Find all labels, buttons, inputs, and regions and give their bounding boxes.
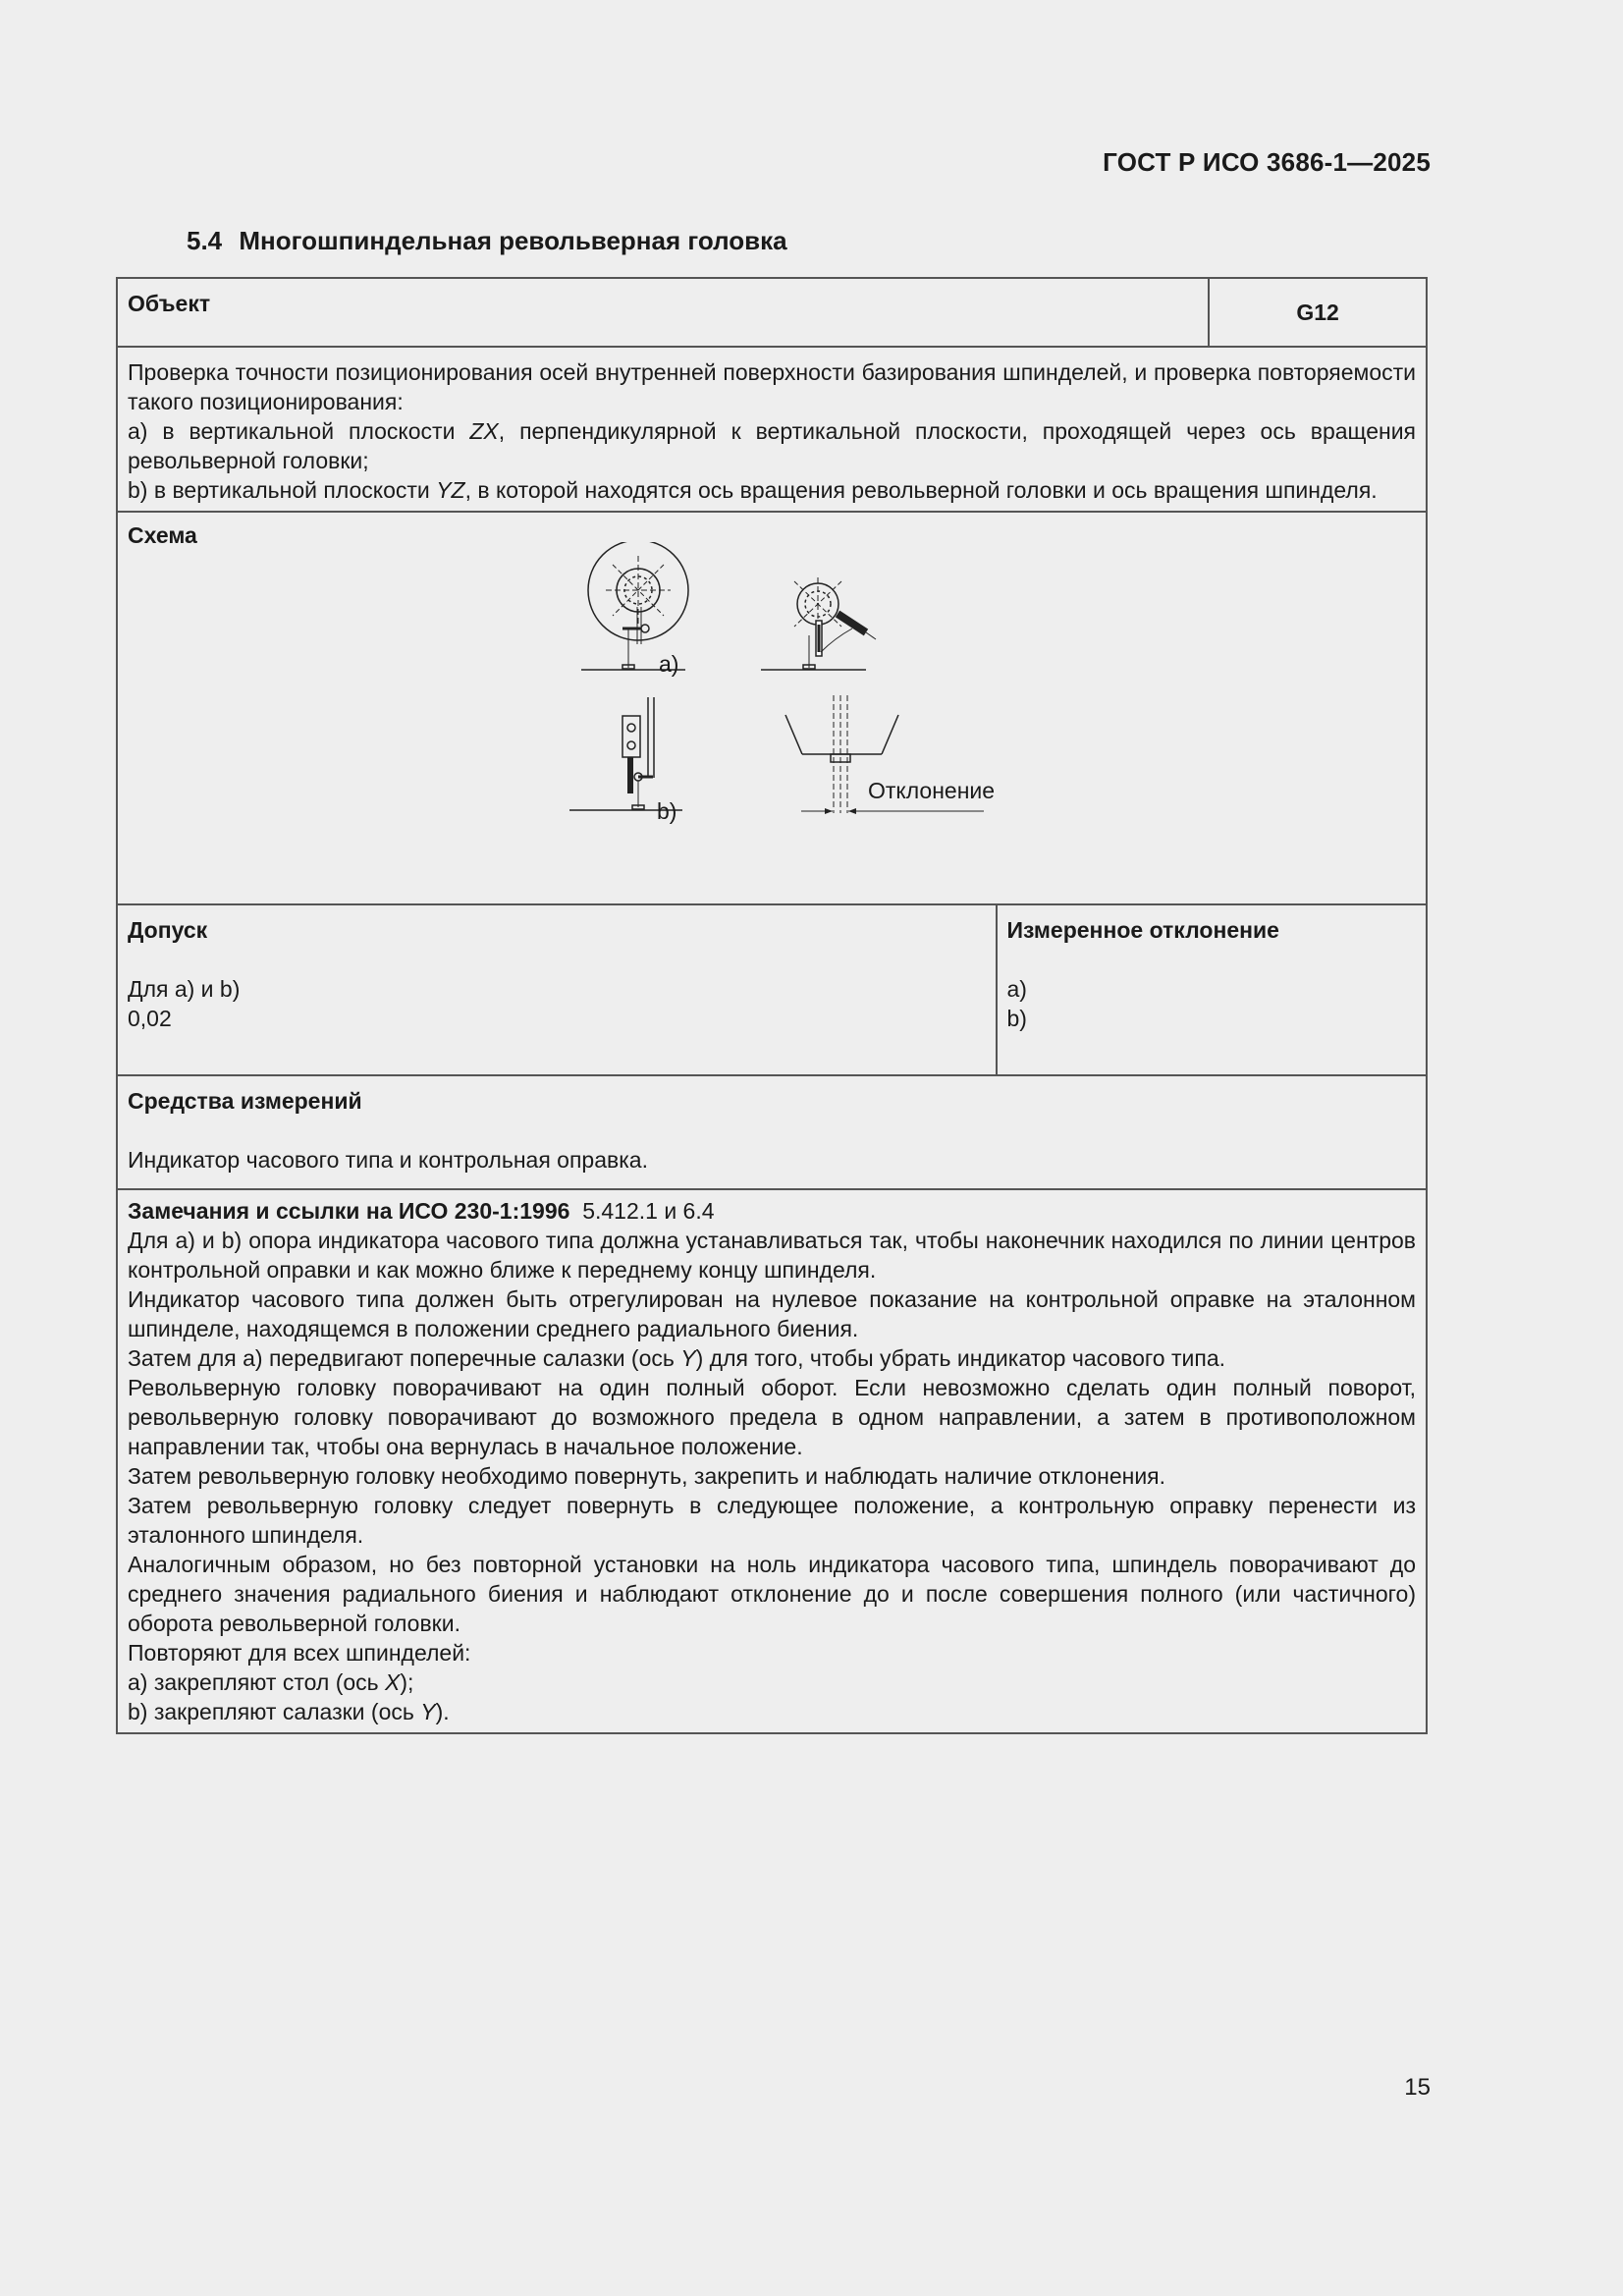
turret-setup-b — [569, 697, 682, 810]
remarks-p5: Затем револьверную головку необходимо повернуть, закрепить и наблюдать наличие отклонения. — [128, 1463, 1166, 1489]
section-number: 5.4 — [187, 226, 223, 255]
measured-deviation-cell — [997, 904, 1427, 1075]
remarks-p1: Для а) и b) опора индикатора часового типа должна устанавливаться так, чтобы наконечник находился по линии центров контрольной оправки и как можно ближе к переднему концу шпинделя. — [128, 1228, 1416, 1283]
page-number: 15 — [1404, 2074, 1431, 2101]
instruments-label: Средства измерений — [128, 1088, 362, 1114]
remarks-heading: Замечания и ссылки на ИСО 230-1:1996 5.412.1 и 6.4 — [128, 1198, 715, 1224]
deviation-label: Отклонение — [868, 778, 996, 803]
scheme-drawing — [118, 542, 1430, 896]
scheme-cell — [117, 512, 1427, 904]
remarks-p8: Повторяют для всех шпинделей: — [128, 1640, 471, 1666]
tolerance-cell — [117, 904, 997, 1075]
object-label: Объект — [128, 291, 211, 316]
instruments-cell — [117, 1075, 1427, 1189]
remarks-p2: Индикатор часового типа должен быть отрегулирован на нулевое показание на контрольной оправке на эталонном шпинделе, находящемся в положении среднего радиального биения. — [128, 1286, 1416, 1341]
measured-deviation-label: Измеренное отклонение — [1006, 917, 1279, 943]
remarks-p9: а) закрепляют стол (ось X); — [128, 1669, 414, 1695]
remarks-p3: Затем для а) передвигают поперечные салазки (ось Y) для того, чтобы убрать индикатор часового типа. — [128, 1345, 1226, 1371]
remarks-p4: Револьверную головку поворачивают на один полный оборот. Если невозможно сделать один полный поворот, револьверную головку поворачивают до возможного предела в одном направлении, а затем в противоположном направлении так, чтобы она вернулась в начальное положение. — [128, 1375, 1416, 1459]
document-header: ГОСТ Р ИСО 3686-1—2025 — [1103, 147, 1431, 177]
measured-b: b) — [1006, 1006, 1027, 1031]
remarks-p6: Затем револьверную головку следует повернуть в следующее положение, а контрольную оправку перенести из эталонного шпинделя. — [128, 1493, 1416, 1548]
tolerance-label: Допуск — [128, 917, 208, 943]
turret-side-view-a — [761, 577, 876, 670]
remarks-cell — [117, 1189, 1427, 1733]
instruments-text: Индикатор часового типа и контрольная оправка. — [128, 1147, 648, 1173]
object-label-cell — [117, 278, 1209, 347]
tolerance-value: 0,02 — [128, 1006, 172, 1031]
object-line-1: Проверка точности позиционирования осей внутренней поверхности базирования шпинделей, и проверка повторяемости такого позиционирования: — [128, 359, 1416, 414]
scheme-label-b: b) — [657, 798, 677, 824]
test-code: G12 — [1209, 278, 1427, 347]
tolerance-scope: Для а) и b) — [128, 976, 241, 1002]
scheme-label: Схема — [128, 522, 197, 548]
remarks-p7: Аналогичным образом, но без повторной установки на ноль индикатора часового типа, шпиндель поворачивают до среднего значения радиального биения и наблюдают отклонение до и после совершения полного (или частичного) оборота револьверной головки. — [128, 1552, 1416, 1636]
section-title: Многошпиндельная револьверная головка — [239, 226, 787, 255]
section-heading — [187, 226, 787, 256]
remarks-p10: b) закрепляют салазки (ось Y). — [128, 1699, 450, 1724]
measured-a: а) — [1006, 976, 1027, 1002]
scheme-label-a: а) — [659, 651, 679, 677]
object-item-b: b) в вертикальной плоскости YZ, в которой находятся ось вращения револьверной головки и ось вращения шпинделя. — [128, 477, 1378, 503]
object-description — [117, 347, 1427, 512]
object-item-a: а) в вертикальной плоскости ZX, перпендикулярной к вертикальной плоскости, проходящей через ось вращения револьверной головки; — [128, 418, 1416, 473]
test-card-table — [116, 277, 1428, 1734]
